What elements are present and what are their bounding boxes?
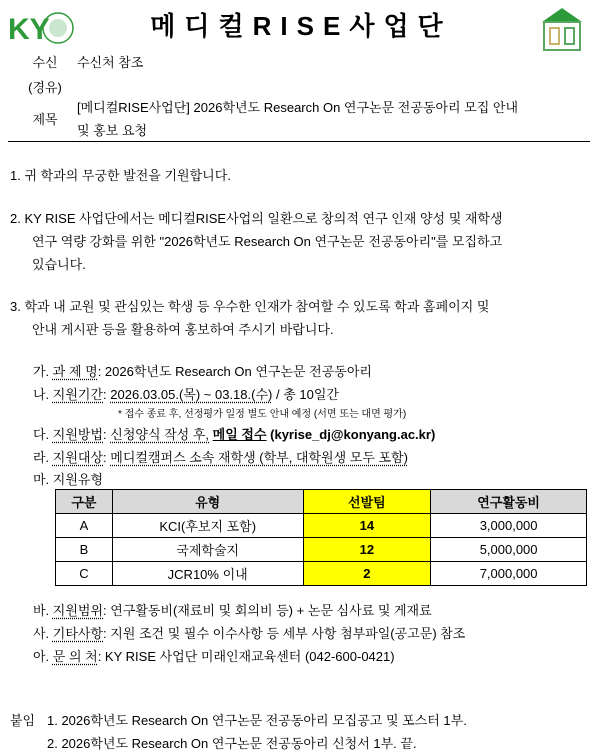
item-sa-prefix: 사. xyxy=(33,626,50,641)
item-ra xyxy=(33,447,408,466)
table-row xyxy=(56,514,587,538)
item-ga-label: 과 제 명 xyxy=(52,364,98,379)
paragraph-3-line-2: 안내 게시판 등을 활용하여 홍보하여 주시기 바랍니다. xyxy=(32,322,334,337)
table-cell: JCR10% 이내 xyxy=(112,562,303,586)
paragraph-2-line-2: 연구 역량 강화를 위한 "2026학년도 Research On 연구논문 전공동아리"를 모집하고 xyxy=(32,234,503,249)
page-title: 메디컬RISE사업단 xyxy=(150,11,452,41)
item-da-prefix: 다. xyxy=(33,427,50,442)
table-header-teams: 선발팀 xyxy=(303,490,431,514)
item-na-period: 2026.03.05.(목) ~ 03.18.(수) xyxy=(110,387,273,402)
table-header-type: 유형 xyxy=(112,490,303,514)
paragraph-1: 1. 귀 학과의 무궁한 발전을 기원합니다. xyxy=(10,168,231,183)
table-cell-highlight: 12 xyxy=(303,538,431,562)
item-ba xyxy=(33,600,432,619)
item-na-prefix: 나. xyxy=(33,387,50,402)
item-sa-label: 기타사항 xyxy=(52,626,104,641)
support-type-table xyxy=(55,489,587,586)
recipient-label: 수신 xyxy=(32,55,58,70)
paragraph-2-line-1: 2. KY RISE 사업단에서는 메디컬RISE사업의 일환으로 창의적 연구 인재 양성 및 재학생 xyxy=(10,211,503,226)
email-address[interactable]: (kyrise_dj@konyang.ac.kr) xyxy=(270,427,436,442)
attachment-item-1: 1. 2026학년도 Research On 연구논문 전공동아리 모집공고 및 포스터 1부. xyxy=(47,713,467,728)
item-da-value: 신청양식 작성 후, xyxy=(110,427,210,442)
table-cell: 국제학술지 xyxy=(112,538,303,562)
paragraph-3-line-1: 3. 학과 내 교원 및 관심있는 학생 등 우수한 인재가 참여할 수 있도록 학과 홈페이지 및 xyxy=(10,299,490,314)
item-na-label: 지원기간 xyxy=(52,387,104,402)
attachments-label: 붙임 xyxy=(10,713,36,728)
item-na-total: / 총 10일간 xyxy=(275,387,339,402)
via-label: (경유) xyxy=(28,80,62,95)
item-ga-value: : 2026학년도 Research On 연구논문 전공동아리 xyxy=(97,364,372,379)
item-da-label: 지원방법 xyxy=(52,427,104,442)
item-ra-value: 메디컬캠퍼스 소속 재학생 (학부, 대학원생 모두 포함) xyxy=(110,450,408,465)
item-ba-value: : 연구활동비(재료비 및 회의비 등) + 논문 심사료 및 게재료 xyxy=(103,603,432,618)
header-divider xyxy=(8,141,590,142)
attachment-item-2: 2. 2026학년도 Research On 연구논문 전공동아리 신청서 1부. 끝. xyxy=(47,736,417,751)
table-row xyxy=(56,538,587,562)
table-cell: 3,000,000 xyxy=(431,514,587,538)
item-ga xyxy=(33,361,372,380)
table-cell: B xyxy=(56,538,113,562)
table-row xyxy=(56,562,587,586)
item-ma-label: 지원유형 xyxy=(52,472,104,487)
logo-ky-text: KY xyxy=(8,13,50,46)
item-ga-prefix: 가. xyxy=(33,364,50,379)
item-na-colon: : xyxy=(103,387,107,402)
item-na-note: * 접수 종료 후, 선정평가 일정 별도 안내 예정 (서면 또는 대면 평가) xyxy=(118,409,407,420)
item-ma xyxy=(33,469,103,488)
item-a xyxy=(33,646,395,665)
subject-line-1: [메디컬RISE사업단] 2026학년도 Research On 연구논문 전공동아리 모집 안내 xyxy=(77,100,519,115)
table-cell: A xyxy=(56,514,113,538)
item-a-value: : KY RISE 사업단 미래인재교육센터 (042-600-0421) xyxy=(97,649,395,664)
table-cell: 5,000,000 xyxy=(431,538,587,562)
table-cell: C xyxy=(56,562,113,586)
table-header-category: 구분 xyxy=(56,490,113,514)
email-submit-label: 메일 접수 xyxy=(212,427,267,442)
item-na xyxy=(33,384,339,403)
paragraph-2-line-3: 있습니다. xyxy=(32,257,86,272)
table-cell-highlight: 14 xyxy=(303,514,431,538)
item-da xyxy=(33,424,435,443)
item-da-colon: : xyxy=(103,427,107,442)
rise-emblem-icon xyxy=(540,6,584,52)
item-ba-label: 지원범위 xyxy=(52,603,104,618)
item-ma-prefix: 마. xyxy=(33,472,50,487)
item-sa xyxy=(33,623,465,642)
table-cell: KCI(후보지 포함) xyxy=(112,514,303,538)
item-ra-label: 지원대상 xyxy=(52,450,104,465)
item-a-label: 문 의 처 xyxy=(52,649,98,664)
table-cell: 7,000,000 xyxy=(431,562,587,586)
item-ba-prefix: 바. xyxy=(33,603,50,618)
table-header-row xyxy=(56,490,587,514)
subject-line-2: 및 홍보 요청 xyxy=(77,123,148,138)
item-ra-prefix: 라. xyxy=(33,450,50,465)
table-cell-highlight: 2 xyxy=(303,562,431,586)
item-ra-colon: : xyxy=(103,450,107,465)
item-sa-value: : 지원 조건 및 필수 이수사항 등 세부 사항 첨부파일(공고문) 참조 xyxy=(103,626,466,641)
item-a-prefix: 아. xyxy=(33,649,50,664)
recipient-value: 수신처 참조 xyxy=(77,55,144,70)
table-header-funding: 연구활동비 xyxy=(431,490,587,514)
subject-label: 제목 xyxy=(32,112,58,127)
